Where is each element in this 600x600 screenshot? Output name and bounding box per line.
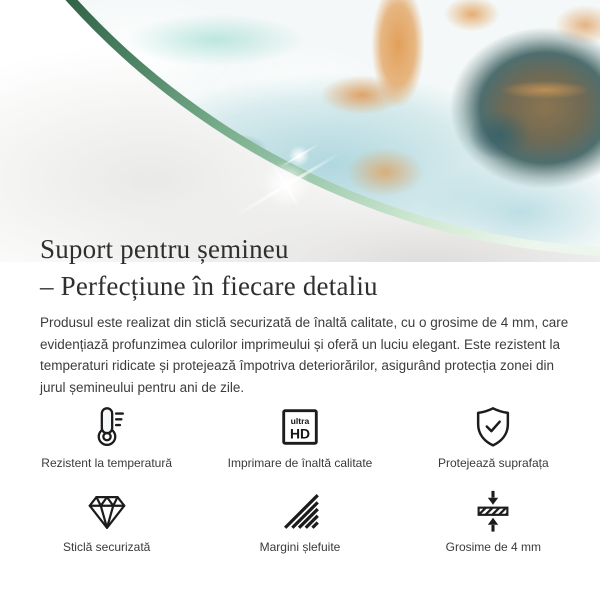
svg-text:HD: HD xyxy=(289,425,311,442)
feature-print-quality xyxy=(203,404,396,471)
thickness-icon xyxy=(470,488,516,534)
feature-polished-edges xyxy=(203,488,396,555)
svg-text:ultra: ultra xyxy=(290,416,310,427)
ultra-hd-icon xyxy=(277,404,323,450)
feature-label: Rezistent la temperatură xyxy=(41,456,173,470)
page-title-line2: – Perfecțiune în fiecare detaliu xyxy=(40,271,378,301)
feature-label: Margini șlefuite xyxy=(259,540,341,554)
thermometer-icon xyxy=(84,404,130,450)
feature-surface-protection xyxy=(397,404,590,471)
feature-temperature-resistant xyxy=(10,404,203,471)
page-title xyxy=(40,231,580,305)
feature-label: Imprimare de înaltă calitate xyxy=(227,456,373,470)
feature-label: Protejează suprafața xyxy=(437,456,549,470)
feature-label: Sticlă securizată xyxy=(62,540,151,554)
page-title-line1: Suport pentru șemineu xyxy=(40,234,289,264)
glass-marble-print xyxy=(0,0,600,262)
shield-check-icon xyxy=(470,404,516,450)
feature-label: Grosime de 4 mm xyxy=(445,540,541,554)
diamond-icon xyxy=(84,488,130,534)
feature-thickness xyxy=(397,488,590,555)
product-hero-image[interactable] xyxy=(0,0,600,262)
product-description-text: Produsul este realizat din sticlă securizată de înaltă calitate, cu o grosime de 4 mm, care evidențiază profunzimea culorilor imprimeului și oferă un luciu elegant. Este rezistent la temperaturi ridicate și protejează împotriva deteriorărilor, asigurând protecția zonei din jurul șemineului pentru ani de zile. xyxy=(40,315,569,395)
polished-edges-icon xyxy=(277,488,323,534)
feature-tempered-glass xyxy=(10,488,203,555)
feature-grid xyxy=(10,404,590,555)
